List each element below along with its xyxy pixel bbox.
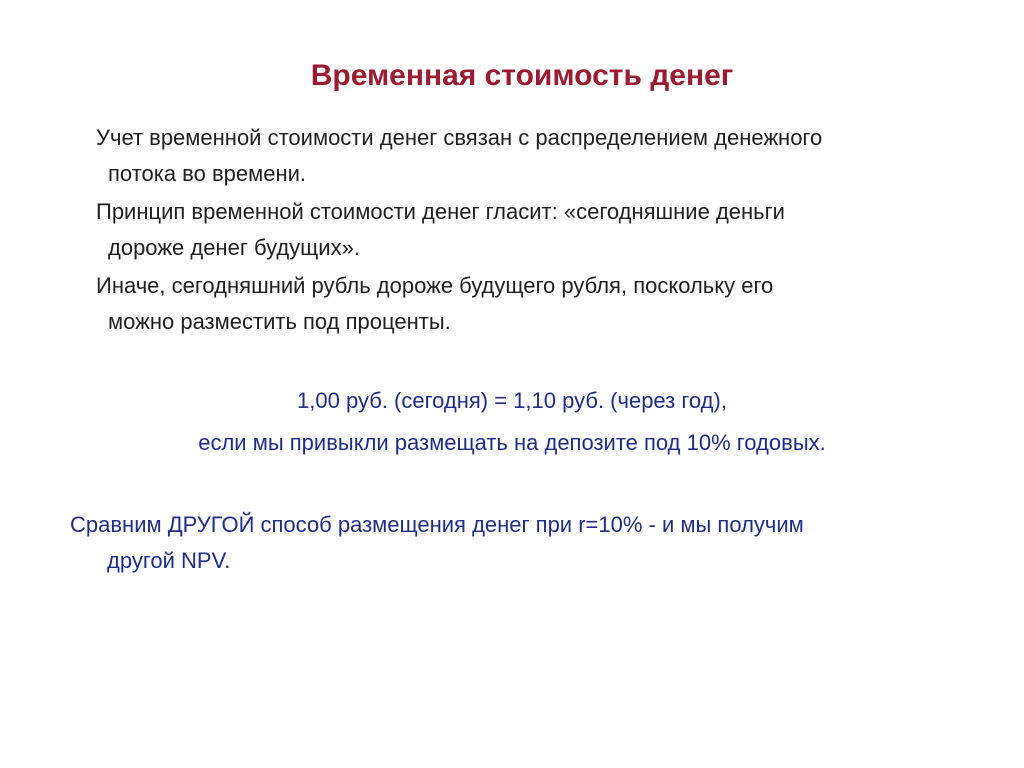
paragraph-line: Иначе, сегодняшний рубль дороже будущего рубля, поскольку его [96, 273, 774, 298]
slide-title: Временная стоимость денег [310, 59, 734, 92]
paragraph-time-value [96, 120, 976, 192]
example-condition: если мы привыкли размещать на депозите под 10% годовых. [198, 430, 826, 455]
paragraph-line: можно разместить под проценты. [108, 309, 451, 334]
paragraph-line: Учет временной стоимости денег связан с распределением денежного [96, 125, 823, 150]
compare-note [70, 507, 970, 579]
compare-line: другой NPV. [107, 548, 231, 573]
example-equation: 1,00 руб. (сегодня) = 1,10 руб. (через год), [297, 388, 727, 413]
paragraph-line: потока во времени. [108, 161, 307, 186]
paragraph-line: дороже денег будущих». [108, 235, 360, 260]
paragraph-principle [96, 194, 976, 266]
paragraph-ruble [96, 268, 976, 340]
paragraph-line: Принцип временной стоимости денег гласит: «сегодняшние деньги [96, 199, 785, 224]
compare-line: Сравним ДРУГОЙ способ размещения денег при r=10% - и мы получим [70, 512, 804, 537]
